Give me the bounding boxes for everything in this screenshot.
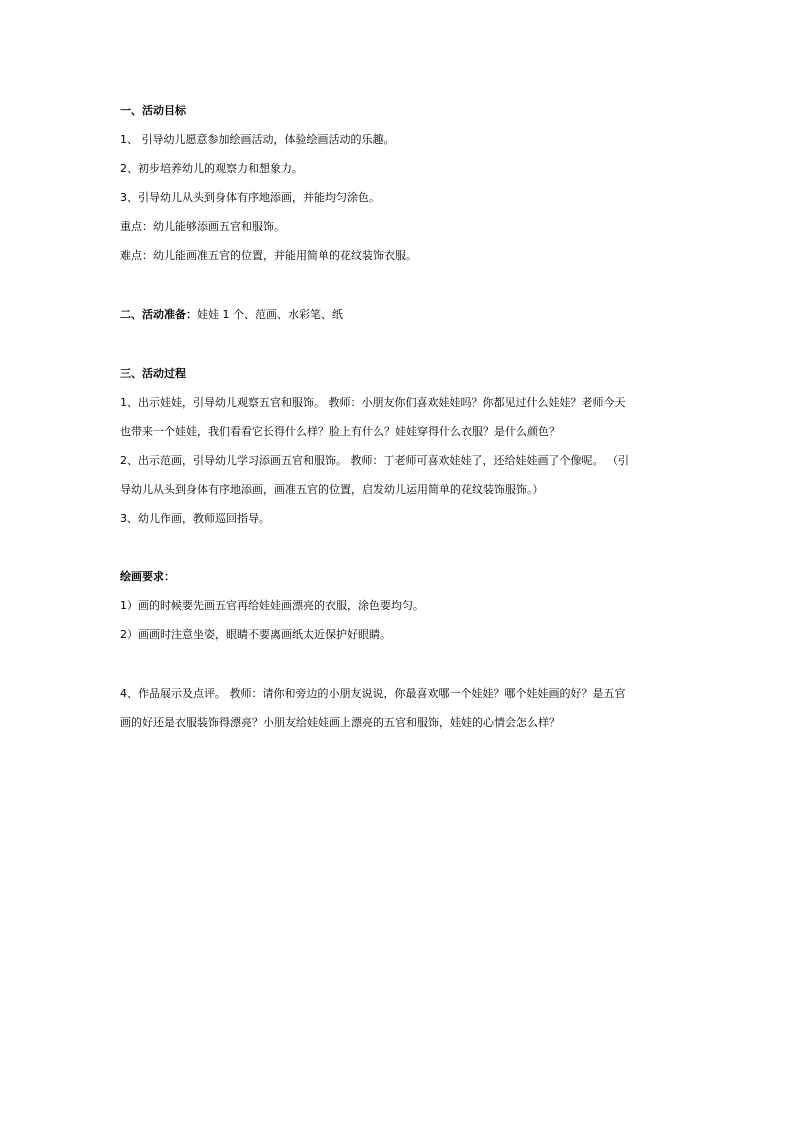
- section2-heading: 二、活动准备：: [120, 308, 197, 321]
- requirement-2: 2）画画时注意坐姿，眼睛不要离画纸太近保护好眼睛。: [120, 628, 391, 641]
- section4-line1: 4、作品展示及点评。 教师：请你和旁边的小朋友说说，你最喜欢哪一个娃娃？哪个娃娃画的好？是五官: [120, 687, 626, 700]
- section1-item-1: 1、 引导幼儿愿意参加绘画活动，体验绘画活动的乐趣。: [120, 133, 395, 146]
- section2-content: 娃娃 1 个、范画、水彩笔、纸: [197, 308, 343, 321]
- section1-item-2: 2、初步培养幼儿的观察力和想象力。: [120, 162, 303, 175]
- section1-heading: 一、活动目标: [120, 104, 186, 117]
- key-point: 重点：幼儿能够添画五官和服饰。: [120, 220, 285, 233]
- step2-line2: 导幼儿从头到身体有序地添画，画准五官的位置，启发幼儿运用简单的花纹装饰服饰。）: [120, 483, 544, 496]
- requirement-1: 1）画的时候要先画五官再给娃娃画漂亮的衣服，涂色要均匀。: [120, 599, 424, 612]
- section2-line: [120, 308, 680, 322]
- section1-item-3: 3、引导幼儿从头到身体有序地添画，并能均匀涂色。: [120, 191, 380, 204]
- section4-line2: 画的好还是衣服装饰得漂亮？小朋友给娃娃画上漂亮的五官和服饰，娃娃的心情会怎么样？: [120, 716, 560, 729]
- difficult-point: 难点：幼儿能画准五官的位置，并能用简单的花纹装饰衣服。: [120, 249, 417, 262]
- requirements-heading: 绘画要求：: [120, 570, 175, 583]
- step2-line1: 2、出示范画，引导幼儿学习添画五官和服饰。 教师：丁老师可喜欢娃娃了，还给娃娃画了个像呢。 （引: [120, 454, 629, 467]
- section3-heading: 三、活动过程: [120, 367, 186, 380]
- step1-line2: 也带来一个娃娃，我们看看它长得什么样？脸上有什么？娃娃穿得什么衣服？是什么颜色？: [120, 425, 560, 438]
- step3: 3、幼儿作画，教师巡回指导。: [120, 512, 270, 525]
- step1-line1: 1、出示娃娃，引导幼儿观察五官和服饰。 教师：小朋友你们喜欢娃娃吗？你都见过什么娃娃？老师今天: [120, 396, 626, 409]
